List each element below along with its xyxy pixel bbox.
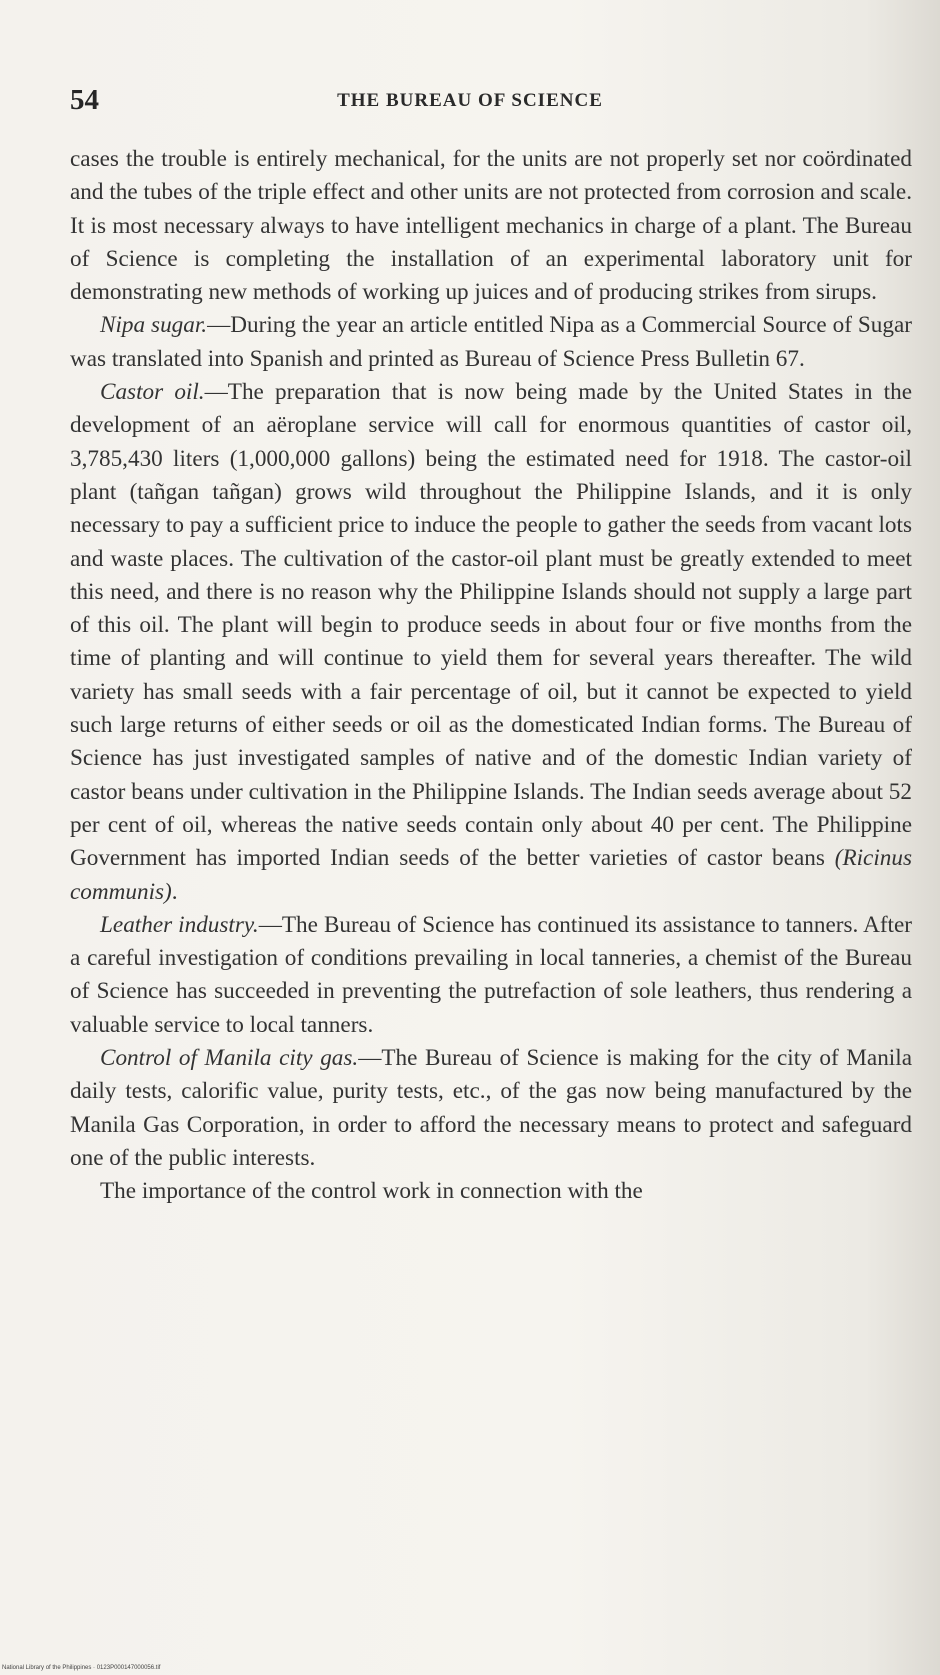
paragraph-text: —The Bureau of Science is making for the city of Manila daily tests, calorific value, purity tests, etc., of the gas now being manufactured by the Manila Gas Corporation, in order to afford the necessary means to protect and safeguard one of the public interests. — [70, 1045, 912, 1171]
scientific-name: (Ricinus communis) — [70, 845, 912, 905]
scan-credit: National Library of the Philippines · 0123P000147000056.tif — [2, 1665, 161, 1671]
body-text — [70, 143, 912, 1209]
page-number: 54 — [70, 84, 99, 116]
paragraph-text: The importance of the control work in connection with the — [100, 1178, 643, 1205]
running-title: THE BUREAU OF SCIENCE — [337, 90, 603, 111]
section-heading-castor-oil: Castor oil. — [100, 379, 205, 406]
paragraph-nipa-sugar — [70, 309, 912, 376]
section-heading-nipa-sugar: Nipa sugar. — [100, 312, 208, 339]
paragraph-tail: . — [171, 878, 178, 905]
page-header — [70, 84, 870, 124]
paragraph-text: cases the trouble is entirely mechanical, for the units are not properly set nor coördinated and the tubes of the triple effect and other units are not protected from corrosion and scale. It is most necessary always to have intelligent mechanics in charge of a plant. The Bureau of Science is completing the installation of an experimental laboratory unit for demonstrating new methods of working up juices and of producing strikes from sirups. — [70, 146, 912, 306]
paragraph-manila-gas — [70, 1042, 912, 1175]
section-heading-leather-industry: Leather industry. — [100, 911, 259, 938]
paragraph-sugar-continued — [70, 143, 912, 309]
paragraph-castor-oil — [70, 376, 912, 909]
paragraph-leather-industry — [70, 909, 912, 1042]
section-heading-manila-gas: Control of Manila city gas. — [100, 1045, 359, 1072]
paragraph-text: —The Bureau of Science has continued its assistance to tanners. After a careful investigation of conditions prevailing in local tanneries, a chemist of the Bureau of Science has succeeded in preventing the putrefaction of sole leathers, thus rendering a valuable service to local tanners. — [70, 911, 912, 1038]
paragraph-text: —The preparation that is now being made by the United States in the development of an aëroplane service will call for enormous quantities of castor oil, 3,785,430 liters (1,000,000 gallons) being the estimated need for 1918. The castor-oil plant (tañgan tañgan) grows wild throughout the Philippine Islands, and it is only necessary to pay a sufficient price to induce the people to gather the seeds from vacant lots and waste places. The cultivation of the castor-oil plant must be greatly extended to meet this need, and there is no reason why the Philippine Islands should not supply a large part of this oil. The plant will begin to produce seeds in about four or five months from the time of planting and will continue to yield them for several years thereafter. The wild variety has small seeds with a fair percentage of oil, but it cannot be expected to yield such large returns of either seeds or oil as the domesticated Indian forms. The Bureau of Science has just investigated samples of native and of the domestic Indian variety of castor beans under cultivation in the Philippine Islands. The Indian seeds average about 52 per cent of oil, whereas the native seeds contain only about 40 per cent. The Philippine Government has imported Indian seeds of the better varieties of castor beans — [70, 379, 912, 872]
paragraph-text: —During the year an article entitled Nipa as a Commercial Source of Sugar was translated into Spanish and printed as Bureau of Science Press Bulletin 67. — [70, 312, 913, 372]
paragraph-control-work — [70, 1175, 912, 1208]
